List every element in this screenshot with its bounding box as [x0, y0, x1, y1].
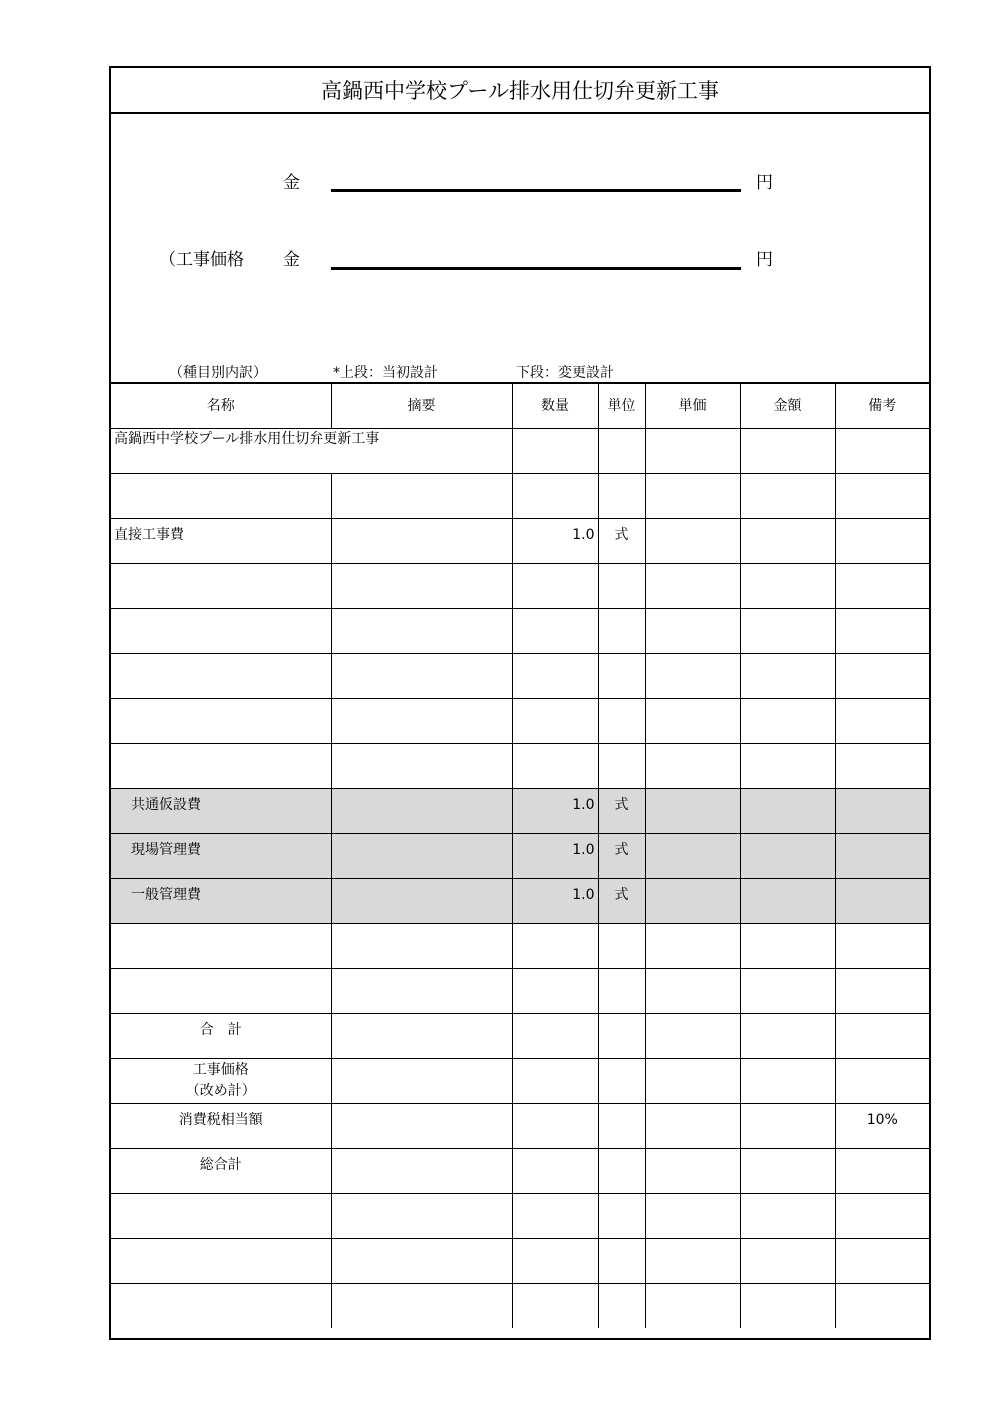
row-amount	[740, 1148, 835, 1193]
row-quantity	[512, 923, 598, 968]
table-row	[111, 563, 929, 608]
row-unit	[598, 653, 645, 698]
row-unit	[598, 563, 645, 608]
document-title: 高鍋西中学校プール排水用仕切弁更新工事	[111, 68, 929, 114]
row-name	[111, 743, 331, 788]
row-unit-price	[645, 1148, 740, 1193]
lower-row-note: 下段：変更設計	[516, 365, 614, 381]
row-remarks	[835, 743, 929, 788]
row-summary	[331, 1013, 512, 1058]
row-unit-price	[645, 473, 740, 518]
row-summary	[331, 1238, 512, 1283]
row-name	[111, 1283, 331, 1328]
table-row	[111, 833, 929, 878]
row-remarks	[835, 518, 929, 563]
row-unit-price	[645, 833, 740, 878]
row-unit	[598, 1238, 645, 1283]
row-unit: 式	[598, 833, 645, 878]
row-quantity	[512, 608, 598, 653]
row-summary	[331, 1103, 512, 1148]
estimate-sheet	[109, 66, 931, 1340]
row-amount	[740, 743, 835, 788]
row-unit-price	[645, 1283, 740, 1328]
table-row	[111, 473, 929, 518]
row-unit-price	[645, 518, 740, 563]
header-amount: 金額	[740, 383, 835, 428]
row-quantity	[512, 428, 598, 473]
row-amount	[740, 428, 835, 473]
table-row	[111, 788, 929, 833]
table-row	[111, 1058, 929, 1103]
row-name: 一般管理費	[111, 878, 331, 923]
row-remarks	[835, 968, 929, 1013]
table-row	[111, 518, 929, 563]
row-quantity	[512, 563, 598, 608]
row-unit: 式	[598, 518, 645, 563]
row-remarks	[835, 698, 929, 743]
row-name: 高鍋西中学校プール排水用仕切弁更新工事	[111, 428, 512, 473]
consumption-tax-label: 消費税相当額	[111, 1103, 331, 1148]
row-summary	[331, 473, 512, 518]
row-amount	[740, 653, 835, 698]
table-row	[111, 1013, 929, 1058]
row-amount	[740, 833, 835, 878]
header-quantity: 数量	[512, 383, 598, 428]
row-unit-price	[645, 878, 740, 923]
breakdown-note: （種目別内訳）	[169, 365, 267, 381]
row-quantity: 1.0	[512, 518, 598, 563]
table-row	[111, 968, 929, 1013]
row-name	[111, 923, 331, 968]
row-remarks	[835, 788, 929, 833]
row-unit-price	[645, 1103, 740, 1148]
row-amount	[740, 608, 835, 653]
amount-underline	[331, 189, 741, 192]
row-unit	[598, 1193, 645, 1238]
row-name	[111, 1238, 331, 1283]
row-summary	[331, 1283, 512, 1328]
row-name	[111, 473, 331, 518]
row-remarks	[835, 1283, 929, 1328]
row-summary	[331, 923, 512, 968]
construction-price-label: 工事価格	[192, 1061, 249, 1078]
row-unit-price	[645, 788, 740, 833]
header-summary: 摘要	[331, 383, 512, 428]
table-row	[111, 428, 929, 473]
row-unit	[598, 1013, 645, 1058]
row-summary	[331, 743, 512, 788]
row-quantity	[512, 743, 598, 788]
row-remarks	[835, 878, 929, 923]
row-summary	[331, 563, 512, 608]
row-remarks	[835, 653, 929, 698]
row-unit	[598, 1103, 645, 1148]
row-amount	[740, 1238, 835, 1283]
grand-total-label: 総合計	[111, 1148, 331, 1193]
row-amount	[740, 923, 835, 968]
construction-price-unit: 円	[756, 250, 773, 270]
row-unit-price	[645, 743, 740, 788]
row-unit	[598, 428, 645, 473]
row-name	[111, 608, 331, 653]
row-unit-price	[645, 968, 740, 1013]
row-unit-price	[645, 563, 740, 608]
row-unit	[598, 1148, 645, 1193]
row-quantity	[512, 1013, 598, 1058]
row-name: 直接工事費	[111, 518, 331, 563]
row-unit	[598, 743, 645, 788]
table-row	[111, 1193, 929, 1238]
row-remarks	[835, 1013, 929, 1058]
row-summary	[331, 788, 512, 833]
row-quantity	[512, 1193, 598, 1238]
revised-total-label: （改め計）	[185, 1082, 256, 1099]
row-unit: 式	[598, 878, 645, 923]
row-quantity	[512, 473, 598, 518]
row-name	[111, 653, 331, 698]
row-remarks	[835, 1148, 929, 1193]
row-remarks	[835, 608, 929, 653]
row-remarks	[835, 923, 929, 968]
row-amount	[740, 1058, 835, 1103]
amount-unit: 円	[756, 173, 773, 193]
row-quantity: 1.0	[512, 788, 598, 833]
row-name	[111, 968, 331, 1013]
row-unit	[598, 923, 645, 968]
row-unit	[598, 473, 645, 518]
row-summary	[331, 1193, 512, 1238]
row-summary	[331, 968, 512, 1013]
table-row	[111, 653, 929, 698]
row-unit-price	[645, 653, 740, 698]
row-unit: 式	[598, 788, 645, 833]
header-unit-price: 単価	[645, 383, 740, 428]
table-header-row	[111, 383, 929, 428]
row-name	[111, 698, 331, 743]
row-remarks	[835, 833, 929, 878]
row-unit	[598, 1058, 645, 1103]
row-summary	[331, 833, 512, 878]
row-remarks	[835, 428, 929, 473]
row-amount	[740, 518, 835, 563]
row-remarks	[835, 1193, 929, 1238]
row-quantity	[512, 653, 598, 698]
row-unit-price	[645, 1238, 740, 1283]
row-quantity	[512, 1148, 598, 1193]
table-row	[111, 923, 929, 968]
row-unit	[598, 698, 645, 743]
row-unit-price	[645, 923, 740, 968]
row-summary	[331, 1148, 512, 1193]
table-row	[111, 698, 929, 743]
row-amount	[740, 1193, 835, 1238]
row-summary	[331, 518, 512, 563]
row-name	[111, 1193, 331, 1238]
construction-price-label: 金	[283, 250, 300, 270]
construction-price-underline	[331, 267, 741, 270]
row-summary	[331, 653, 512, 698]
row-amount	[740, 788, 835, 833]
header-name: 名称	[111, 383, 331, 428]
row-name	[111, 563, 331, 608]
row-amount	[740, 698, 835, 743]
row-unit	[598, 1283, 645, 1328]
row-quantity	[512, 968, 598, 1013]
row-name: 現場管理費	[111, 833, 331, 878]
total-label: 合 計	[111, 1013, 331, 1058]
table-row	[111, 1238, 929, 1283]
tax-rate: 10%	[835, 1103, 929, 1148]
row-amount	[740, 878, 835, 923]
row-summary	[331, 698, 512, 743]
row-remarks	[835, 563, 929, 608]
row-unit	[598, 608, 645, 653]
row-amount	[740, 1283, 835, 1328]
breakdown-table	[111, 382, 929, 1328]
row-remarks	[835, 473, 929, 518]
row-summary	[331, 608, 512, 653]
row-quantity	[512, 698, 598, 743]
table-row	[111, 743, 929, 788]
row-amount	[740, 473, 835, 518]
row-remarks	[835, 1058, 929, 1103]
row-quantity: 1.0	[512, 833, 598, 878]
row-name: 共通仮設費	[111, 788, 331, 833]
row-quantity	[512, 1238, 598, 1283]
row-amount	[740, 1103, 835, 1148]
construction-price-cell	[111, 1058, 331, 1103]
row-unit-price	[645, 1013, 740, 1058]
row-summary	[331, 878, 512, 923]
row-unit	[598, 968, 645, 1013]
row-quantity: 1.0	[512, 878, 598, 923]
row-unit-price	[645, 1058, 740, 1103]
row-unit-price	[645, 1193, 740, 1238]
row-quantity	[512, 1058, 598, 1103]
construction-price-prefix: （工事価格	[159, 250, 244, 270]
row-remarks	[835, 1238, 929, 1283]
row-amount	[740, 1013, 835, 1058]
table-row	[111, 608, 929, 653]
header-remarks: 備考	[835, 383, 929, 428]
row-unit-price	[645, 698, 740, 743]
table-row	[111, 878, 929, 923]
row-quantity	[512, 1103, 598, 1148]
table-row	[111, 1103, 929, 1148]
row-amount	[740, 968, 835, 1013]
row-amount	[740, 563, 835, 608]
row-unit-price	[645, 608, 740, 653]
table-row	[111, 1148, 929, 1193]
amount-label: 金	[283, 173, 300, 193]
row-quantity	[512, 1283, 598, 1328]
row-summary	[331, 1058, 512, 1103]
header-unit: 単位	[598, 383, 645, 428]
upper-row-note: *上段：当初設計	[333, 365, 438, 381]
row-unit-price	[645, 428, 740, 473]
table-row	[111, 1283, 929, 1328]
